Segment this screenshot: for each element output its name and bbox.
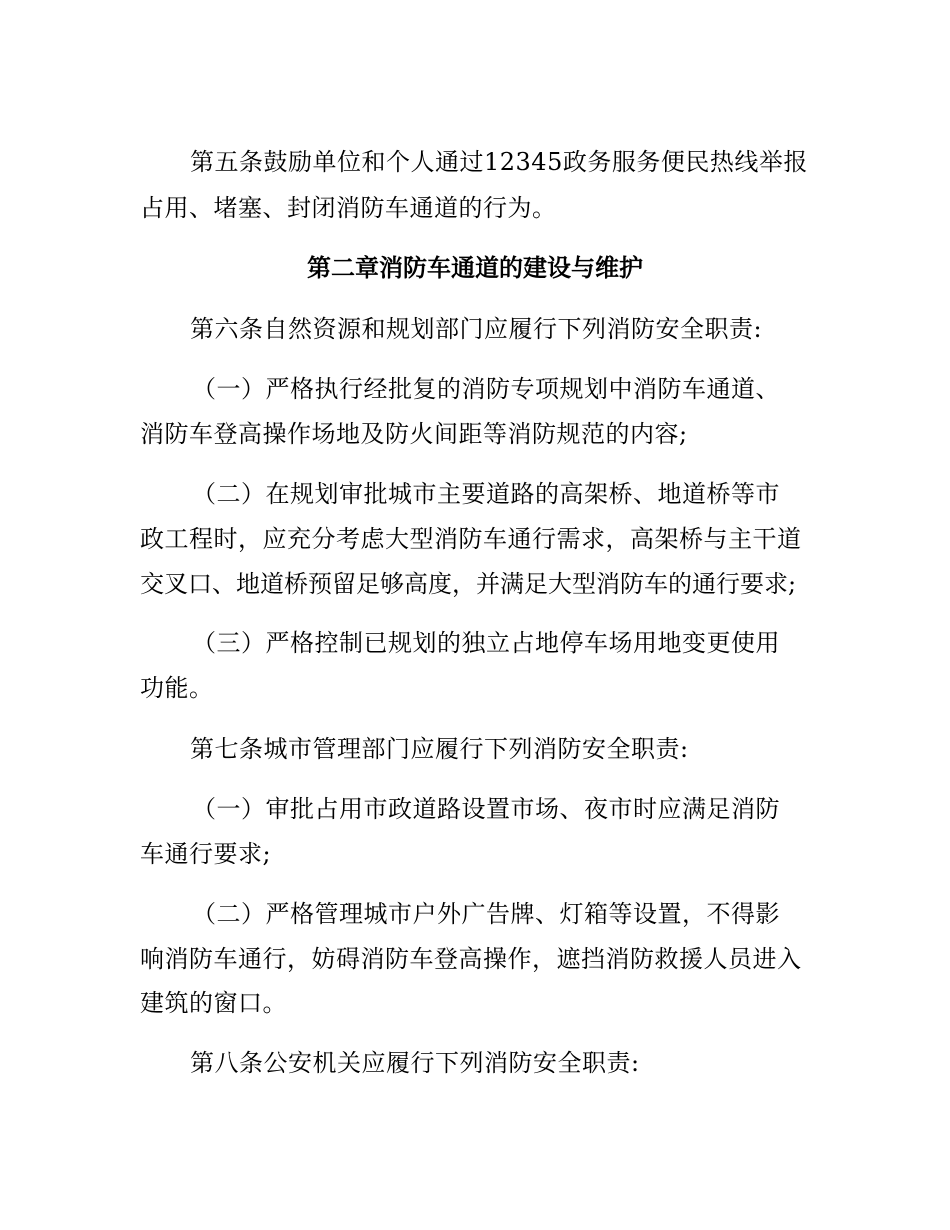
article-6-item-2-line-2: 政工程时，应充分考虑大型消防车通行需求，高架桥与主干道 bbox=[140, 525, 802, 553]
article-6-item-3-line-1: （三）严格控制已规划的独立占地停车场用地变更使用 bbox=[192, 629, 780, 657]
article-7-item-2-line-3: 建筑的窗口。 bbox=[140, 989, 287, 1017]
article-7-item-2-line-2: 响消防车通行，妨碍消防车登高操作，遮挡消防救援人员进入 bbox=[140, 945, 802, 973]
article-6-intro: 第六条自然资源和规划部门应履行下列消防安全职责: bbox=[190, 315, 763, 343]
article-6-item-3-line-2: 功能。 bbox=[140, 674, 214, 702]
article-8-intro: 第八条公安机关应履行下列消防安全职责: bbox=[190, 1049, 640, 1077]
article-7-item-1-line-2: 车通行要求; bbox=[140, 840, 272, 868]
article-5-line-1: 第五条鼓励单位和个人通过12345政务服务便民热线举报 bbox=[190, 148, 808, 176]
article-7-item-1-line-1: （一）审批占用市政道路设置市场、夜市时应满足消防 bbox=[192, 795, 780, 823]
article-6-item-2-line-1: （二）在规划审批城市主要道路的高架桥、地道桥等市 bbox=[192, 480, 780, 508]
chapter-2-heading: 第二章消防车通道的建设与维护 bbox=[307, 253, 643, 282]
article-6-item-2-line-3: 交叉口、地道桥预留足够高度，并满足大型消防车的通行要求; bbox=[140, 570, 797, 598]
article-6-item-1-line-1: （一）严格执行经批复的消防专项规划中消防车通道、 bbox=[192, 375, 780, 403]
article-6-item-1-line-2: 消防车登高操作场地及防火间距等消防规范的内容; bbox=[140, 420, 688, 448]
article-7-intro: 第七条城市管理部门应履行下列消防安全职责: bbox=[190, 735, 689, 763]
article-5-line-2: 占用、堵塞、封闭消防车通道的行为。 bbox=[140, 194, 557, 222]
article-7-item-2-line-1: （二）严格管理城市户外广告牌、灯箱等设置，不得影 bbox=[192, 900, 780, 928]
